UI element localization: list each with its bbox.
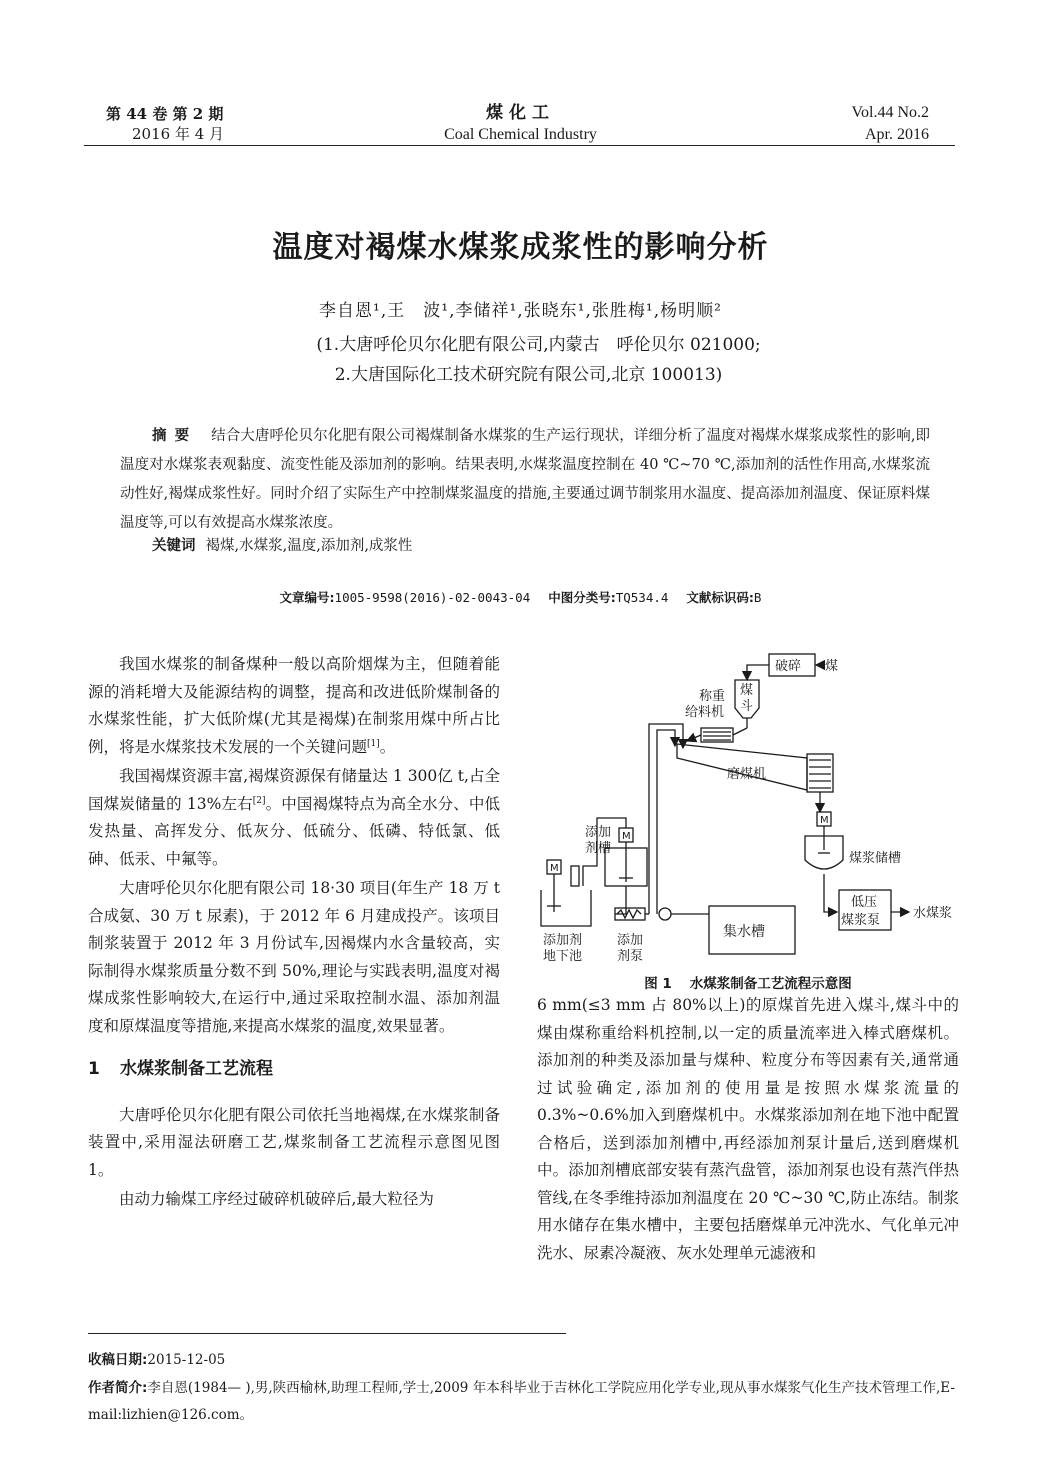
label-underground-2: 地下池 bbox=[543, 949, 583, 964]
label-underground-1: 添加剂 bbox=[543, 933, 583, 948]
bio-label: 作者简介: bbox=[88, 1380, 148, 1396]
paper-title: 温度对褐煤水煤浆成浆性的影响分析 bbox=[272, 230, 769, 265]
figure-caption-text: 水煤浆制备工艺流程示意图 bbox=[689, 976, 852, 992]
label-feeder-2: 给料机 bbox=[685, 705, 725, 720]
figure-caption bbox=[537, 972, 959, 992]
header-volume-en: Vol.44 No.2 bbox=[851, 104, 929, 121]
citation: [1] bbox=[367, 738, 380, 749]
abstract-label: 摘要 bbox=[152, 428, 198, 444]
label-pump-1: 低压 bbox=[851, 895, 878, 910]
journal-name-cn: 煤化工 bbox=[486, 103, 555, 123]
label-motor-underground: M bbox=[550, 863, 559, 874]
section-heading bbox=[88, 1056, 500, 1084]
water-pump bbox=[659, 908, 671, 920]
bio-text: 李自恩(1984— ),男,陕西榆林,助理工程师,学士,2009 年本科毕业于吉林化工学院应用化学专业,现从事水煤浆气化生产技术管理工作,E-mail:lizhien@126.com。 bbox=[88, 1380, 955, 1423]
keywords-text: 褐煤,水煤浆,温度,添加剂,成浆性 bbox=[205, 538, 413, 554]
label-motor-additive: M bbox=[622, 831, 631, 842]
header-volume: 第 44 卷 第 2 期 bbox=[106, 105, 224, 123]
clc-code: TQ534.4 bbox=[615, 590, 669, 605]
label-additive-tank-2: 剂槽 bbox=[585, 841, 612, 856]
keywords bbox=[152, 534, 412, 555]
additive-underground-pool bbox=[541, 890, 591, 926]
paragraph: 由动力输煤工序经过破碎机破碎后,最大粒径为 bbox=[119, 1190, 434, 1208]
process-flow-diagram bbox=[537, 650, 959, 970]
header-rule bbox=[84, 145, 955, 146]
abstract-text: 结合大唐呼伦贝尔化肥有限公司褐煤制备水煤浆的生产运行现状，详细分析了温度对褐煤水煤浆成浆性的影响,即温度对水煤浆表观黏度、流变性能及添加剂的影响。结果表明,水煤浆温度控制在 40 ℃~70 ℃,添加剂的活性作用高,水煤浆流动性好,褐煤成浆性好。同时介绍了实际生产中控制煤浆温度的措施,主要通过调节制浆用水温度、提高添加剂温度、保证原料煤温度等,可以有效提高水煤浆浓度。 bbox=[120, 428, 930, 531]
doc-code-label: 文献标识码: bbox=[686, 590, 754, 605]
label-slurry-tank: 煤浆储槽 bbox=[849, 851, 902, 866]
keywords-label: 关键词 bbox=[152, 538, 196, 554]
section-number: 1 bbox=[88, 1059, 100, 1079]
label-hopper-2: 斗 bbox=[740, 699, 754, 714]
affiliation-2: 2.大唐国际化工技术研究院有限公司,北京 100013) bbox=[334, 365, 723, 385]
article-no: 1005-9598(2016)-02-0043-04 bbox=[334, 590, 531, 605]
body-right-column bbox=[537, 992, 959, 1267]
body-left-column bbox=[88, 651, 500, 1214]
paragraph: 我国水煤浆的制备煤种一般以高阶烟煤为主，但随着能源的消耗增大及能源结构的调整，提高和改进低阶煤制备的水煤浆性能，扩大低阶煤(尤其是褐煤)在制浆用煤中所占比例，将是水煤浆技术发展的一个关键问题[1]。 bbox=[88, 655, 500, 756]
paragraph: 6 mm(≤3 mm 占 80%以上)的原煤首先进入煤斗,煤斗中的煤由煤称重给料机控制,以一定的质量流率进入棒式磨煤机。添加剂的种类及添加量与煤种、粒度分布等因素有关,通常通过试验确定,添加剂的使用量是按照水煤浆流量的 0.3%~0.6%加入到磨煤机中。水煤浆添加剂在地下池中配置合格后，送到添加剂槽中,再经添加剂泵计量后,送到磨煤机中。添加剂槽底部安装有蒸汽盘管，添加剂泵也设有蒸汽伴热管线,在冬季维持添加剂温度在 20 ℃~30 ℃,防止冻结。制浆用水储存在集水槽中，主要包括磨煤单元冲洗水、气化单元冲洗水、尿素冷凝液、灰水处理单元滤液和 bbox=[537, 996, 959, 1262]
label-additive-tank-1: 添加 bbox=[585, 825, 612, 840]
figure-1 bbox=[537, 650, 959, 992]
article-meta bbox=[0, 588, 1041, 606]
clc-label: 中图分类号: bbox=[548, 590, 616, 605]
received-value: 2015-12-05 bbox=[147, 1352, 226, 1368]
label-motor-slurry: M bbox=[820, 815, 829, 826]
header-date: 2016 年 4 月 bbox=[132, 125, 225, 143]
label-slurry-out: 水煤浆 bbox=[913, 906, 953, 921]
section-title: 水煤浆制备工艺流程 bbox=[120, 1059, 273, 1079]
citation: [2] bbox=[252, 795, 266, 806]
figure-number: 图 1 bbox=[644, 976, 672, 992]
header-date-en: Apr. 2016 bbox=[865, 126, 929, 143]
footnote-rule bbox=[88, 1333, 566, 1334]
received-date bbox=[88, 1347, 968, 1374]
doc-code: B bbox=[753, 590, 762, 605]
label-hopper-1: 煤 bbox=[740, 683, 754, 698]
author-bio bbox=[88, 1375, 968, 1429]
header-volume-info-en bbox=[852, 102, 930, 146]
label-crusher: 破碎 bbox=[775, 659, 802, 674]
paragraph: 大唐呼伦贝尔化肥有限公司 18·30 项目(年生产 18 万 t 合成氨、30 万 t 尿素)，于 2012 年 6 月建成投产。该项目制浆装置于 2012 年 3 月份试车,因褐煤内水含量较高，实际制得水煤浆质量分数不到 50%,理论与实践表明,温度对褐煤成浆性影响较大,在运行中,通过采取控制水温、添加剂温度和原煤温度等措施,来提高水煤浆的温度,效果显著。 bbox=[88, 879, 500, 1035]
label-additive-pump-2: 剂泵 bbox=[617, 949, 644, 964]
author-list: 李自恩¹,王 波¹,李储祥¹,张晓东¹,张胜梅¹,杨明顺² bbox=[319, 301, 722, 321]
crusher-to-hopper-line bbox=[747, 665, 769, 680]
label-feeder-1: 称重 bbox=[699, 689, 726, 704]
paragraph: 我国褐煤资源丰富,褐煤资源保有储量达 1 300亿 t,占全国煤炭储量的 13%左右[2]。中国褐煤特点为高全水分、中低发热量、高挥发分、低灰分、低硫分、低磷、特低氯、低砷、低汞、中氟等。 bbox=[88, 767, 500, 868]
article-no-label: 文章编号: bbox=[279, 590, 335, 605]
paragraph: 大唐呼伦贝尔化肥有限公司依托当地褐煤,在水煤浆制备装置中,采用湿法研磨工艺,煤浆制备工艺流程示意图见图 1。 bbox=[88, 1105, 500, 1179]
label-additive-pump-1: 添加 bbox=[617, 933, 644, 948]
label-water-tank: 集水槽 bbox=[723, 924, 765, 940]
affiliation-1: (1.大唐呼伦贝尔化肥有限公司,内蒙古 呼伦贝尔 021000; bbox=[316, 335, 761, 355]
label-pump-2: 煤浆泵 bbox=[841, 913, 881, 928]
abstract bbox=[120, 422, 930, 538]
received-label: 收稿日期: bbox=[88, 1352, 148, 1368]
journal-name-en: Coal Chemical Industry bbox=[444, 126, 597, 143]
label-coal: 煤 bbox=[825, 659, 839, 674]
label-mill: 磨煤机 bbox=[727, 767, 767, 782]
